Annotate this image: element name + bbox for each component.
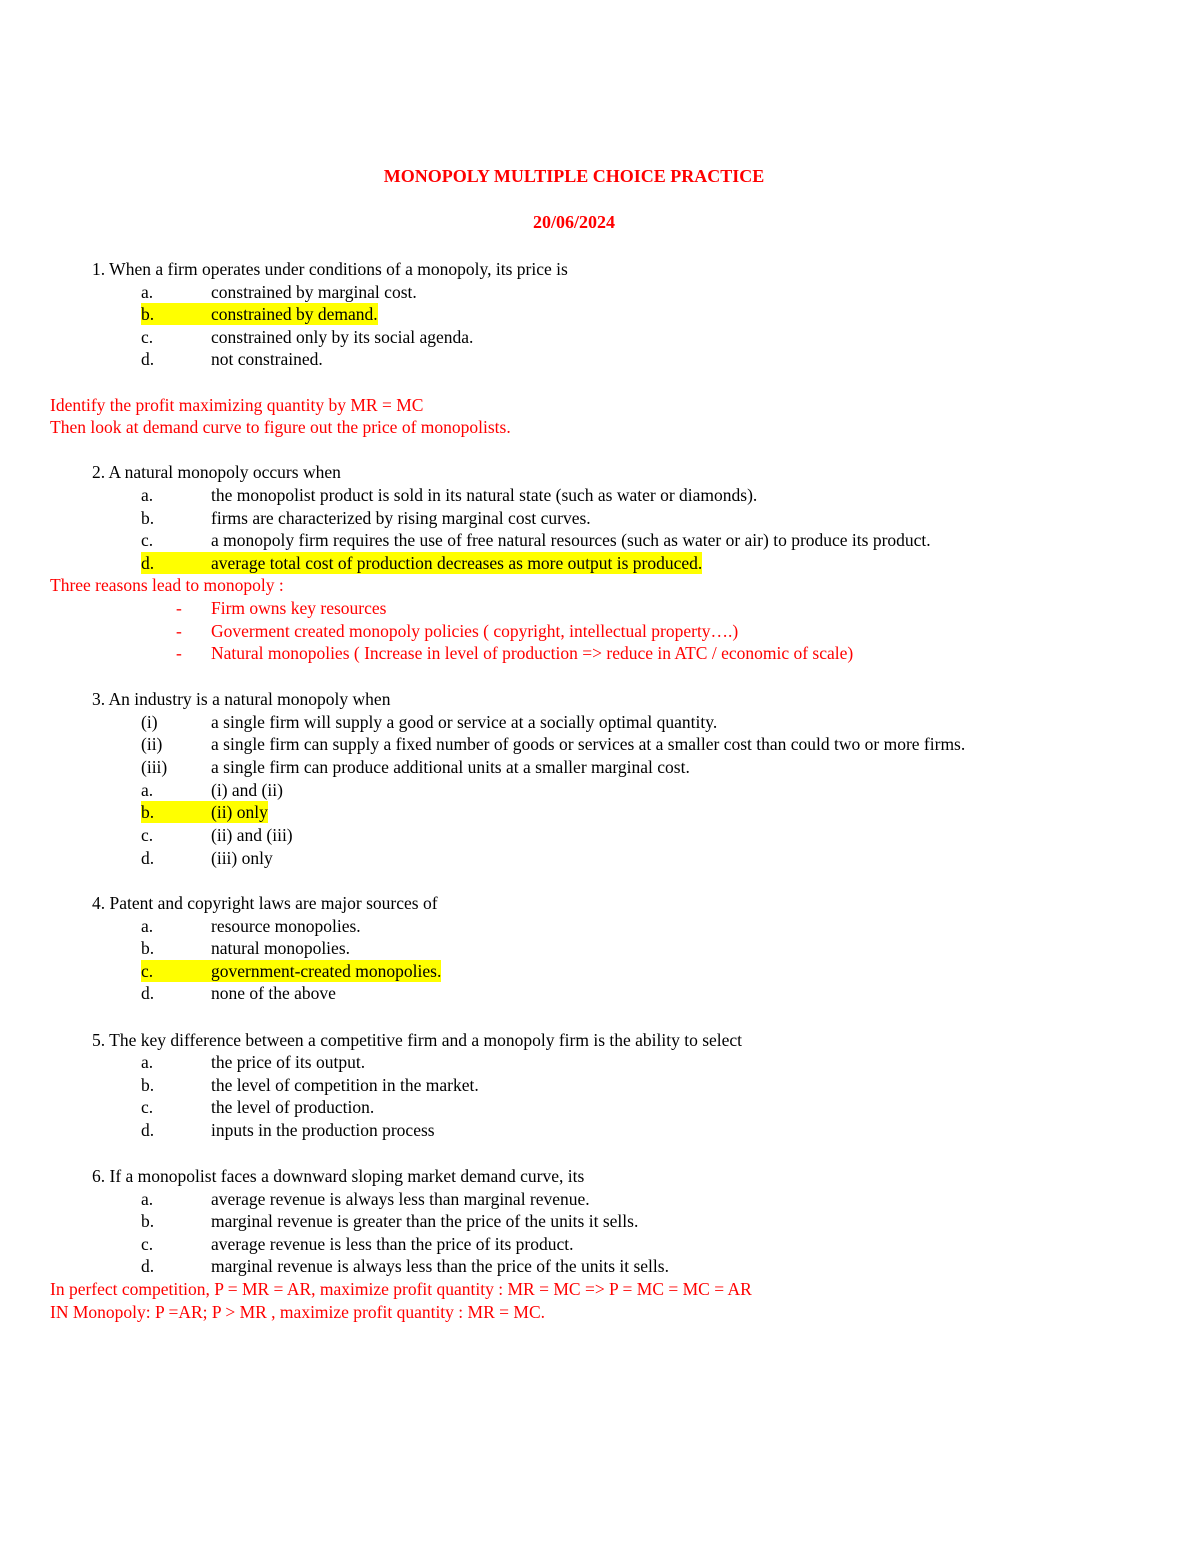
option-letter: a. — [141, 282, 154, 302]
option-letter: d. — [141, 349, 155, 369]
bullet-dash: - — [176, 598, 182, 618]
option-text: (ii) and (iii) — [211, 825, 293, 845]
question-6-note-2: IN Monopoly: P =AR; P > MR , maximize profit quantity : MR = MC. — [50, 1302, 545, 1322]
option-letter: d. — [141, 848, 155, 868]
option-text: average total cost of production decreases as more output is produced. — [211, 553, 703, 573]
bullet-text: Goverment created monopoly policies ( copyright, intellectual property….) — [211, 621, 739, 641]
option-letter: a. — [141, 1052, 154, 1072]
bullet-text: Natural monopolies ( Increase in level of production => reduce in ATC / economic of scale) — [211, 643, 854, 663]
option-letter: d. — [141, 552, 211, 574]
option-text: marginal revenue is always less than the price of the units it sells. — [211, 1256, 669, 1276]
question-3-stem: 3. An industry is a natural monopoly when — [92, 689, 391, 709]
option-letter: c. — [141, 1234, 154, 1254]
item-text: a single firm can produce additional units at a smaller marginal cost. — [211, 757, 690, 777]
option-letter: d. — [141, 983, 155, 1003]
option-letter: b. — [141, 938, 155, 958]
question-2-note: Three reasons lead to monopoly : — [50, 575, 284, 595]
option-text: the level of production. — [211, 1097, 375, 1117]
question-4-stem: 4. Patent and copyright laws are major sources of — [92, 893, 438, 913]
item-label: (iii) — [141, 757, 168, 777]
bullet-text: Firm owns key resources — [211, 598, 387, 618]
option-letter: a. — [141, 1189, 154, 1209]
option-letter: b. — [141, 801, 211, 823]
option-letter: c. — [141, 825, 154, 845]
item-label: (ii) — [141, 734, 163, 754]
question-6-note-1: In perfect competition, P = MR = AR, maximize profit quantity : MR = MC => P = MC = MC = AR — [50, 1279, 752, 1299]
option-text: the price of its output. — [211, 1052, 366, 1072]
item-text: a single firm can supply a fixed number of goods or services at a smaller cost than could two or more firms. — [211, 734, 966, 754]
option-text: inputs in the production process — [211, 1120, 435, 1140]
option-text: government-created monopolies. — [211, 961, 442, 981]
option-letter: a. — [141, 916, 154, 936]
option-letter: d. — [141, 1256, 155, 1276]
question-6-stem: 6. If a monopolist faces a downward sloping market demand curve, its — [92, 1166, 585, 1186]
option-letter: c. — [141, 327, 154, 347]
option-text: average revenue is always less than marginal revenue. — [211, 1189, 590, 1209]
option-letter: b. — [141, 508, 155, 528]
option-letter: d. — [141, 1120, 155, 1140]
option-text: the level of competition in the market. — [211, 1075, 479, 1095]
document-date: 20/06/2024 — [532, 212, 615, 232]
option-text: (ii) only — [211, 802, 268, 822]
option-letter: b. — [141, 1211, 155, 1231]
question-5-stem: 5. The key difference between a competitive firm and a monopoly firm is the ability to select — [92, 1030, 743, 1050]
option-text: (iii) only — [211, 848, 273, 868]
option-letter: a. — [141, 780, 154, 800]
question-1-note-2: Then look at demand curve to figure out the price of monopolists. — [50, 417, 511, 437]
bullet-dash: - — [176, 621, 182, 641]
question-1-note-1: Identify the profit maximizing quantity by MR = MC — [50, 395, 424, 415]
option-letter: b. — [141, 1075, 155, 1095]
option-text: constrained by demand. — [211, 304, 378, 324]
question-1-stem: 1. When a firm operates under conditions of a monopoly, its price is — [92, 259, 568, 279]
option-text: average revenue is less than the price of its product. — [211, 1234, 574, 1254]
option-letter: b. — [141, 303, 211, 325]
item-text: a single firm will supply a good or service at a socially optimal quantity. — [211, 712, 718, 732]
option-text: marginal revenue is greater than the price of the units it sells. — [211, 1211, 639, 1231]
question-2-stem: 2. A natural monopoly occurs when — [92, 462, 341, 482]
option-text: constrained only by its social agenda. — [211, 327, 474, 347]
option-text: not constrained. — [211, 349, 323, 369]
bullet-dash: - — [176, 643, 182, 663]
option-text: natural monopolies. — [211, 938, 351, 958]
option-text: resource monopolies. — [211, 916, 361, 936]
document-title: MONOPOLY MULTIPLE CHOICE PRACTICE — [383, 166, 765, 186]
option-text: constrained by marginal cost. — [211, 282, 417, 302]
option-letter: c. — [141, 530, 154, 550]
item-label: (i) — [141, 712, 158, 732]
option-text: firms are characterized by rising marginal cost curves. — [211, 508, 591, 528]
option-letter: a. — [141, 485, 154, 505]
option-text: the monopolist product is sold in its natural state (such as water or diamonds). — [211, 485, 758, 505]
option-text: (i) and (ii) — [211, 780, 283, 800]
option-letter: c. — [141, 1097, 154, 1117]
option-text: none of the above — [211, 983, 336, 1003]
option-text: a monopoly firm requires the use of free natural resources (such as water or air) to produce its product. — [211, 530, 931, 550]
option-letter: c. — [141, 960, 211, 982]
